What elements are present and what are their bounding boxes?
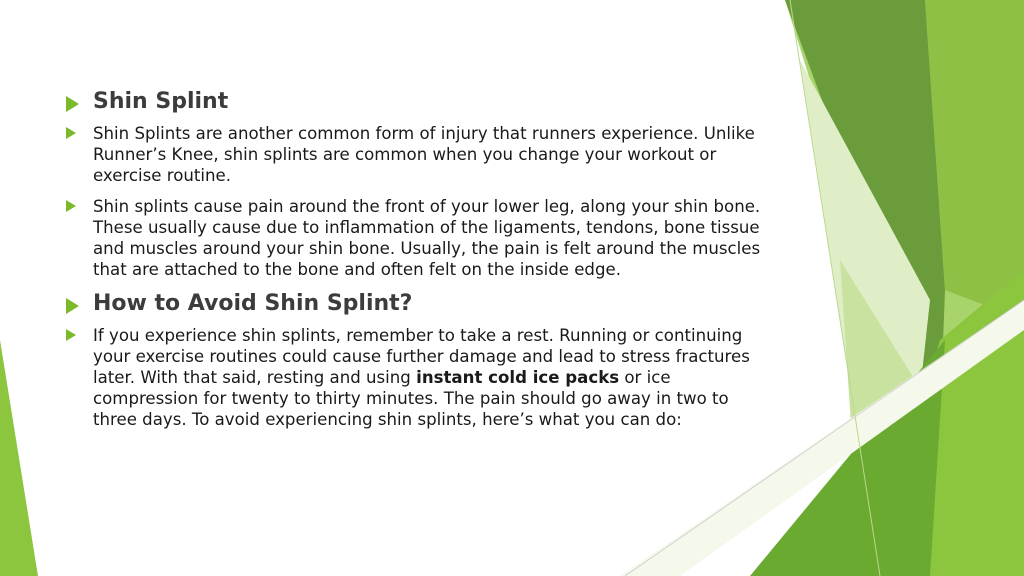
paragraph-text: Shin splints cause pain around the front of your lower leg, along your shin bone. These usually cause due to inflammation of the ligaments, tendons, bone tissue and muscles around your shin bone. Usually, the pain is felt around the muscles that are attached to the bone and often felt on the inside edge.	[93, 197, 761, 279]
paragraph-intro	[66, 123, 766, 186]
paragraph-text-start: If you experience shin splints, remember to take a rest. Running or continuing your exercise routines could cause further damage and lead to stress fractures later. With that said, resting and using	[93, 326, 750, 387]
bullet-arrow-icon	[66, 329, 76, 341]
bullet-arrow-icon	[66, 96, 79, 112]
bullet-arrow-icon	[66, 200, 76, 212]
heading-text: How to Avoid Shin Splint?	[93, 291, 413, 316]
heading-how-to-avoid	[66, 290, 766, 318]
paragraph-text: Shin Splints are another common form of injury that runners experience. Unlike Runner’s Knee, shin splints are common when you change your workout or exercise routine.	[93, 124, 755, 185]
paragraph-advice	[66, 325, 766, 430]
bullet-arrow-icon	[66, 127, 76, 139]
paragraph-cause	[66, 196, 766, 280]
heading-text: Shin Splint	[93, 89, 229, 114]
slide-content	[66, 88, 766, 430]
heading-shin-splint	[66, 88, 766, 116]
paragraph-text-end: or ice compression for twenty to thirty minutes. The pain should go away in two to three days. To avoid experiencing shin splints, here’s what you can do:	[93, 368, 729, 429]
paragraph-bold-link-text: instant cold ice packs	[416, 368, 620, 387]
left-green-sliver	[0, 340, 38, 576]
bullet-arrow-icon	[66, 298, 79, 314]
